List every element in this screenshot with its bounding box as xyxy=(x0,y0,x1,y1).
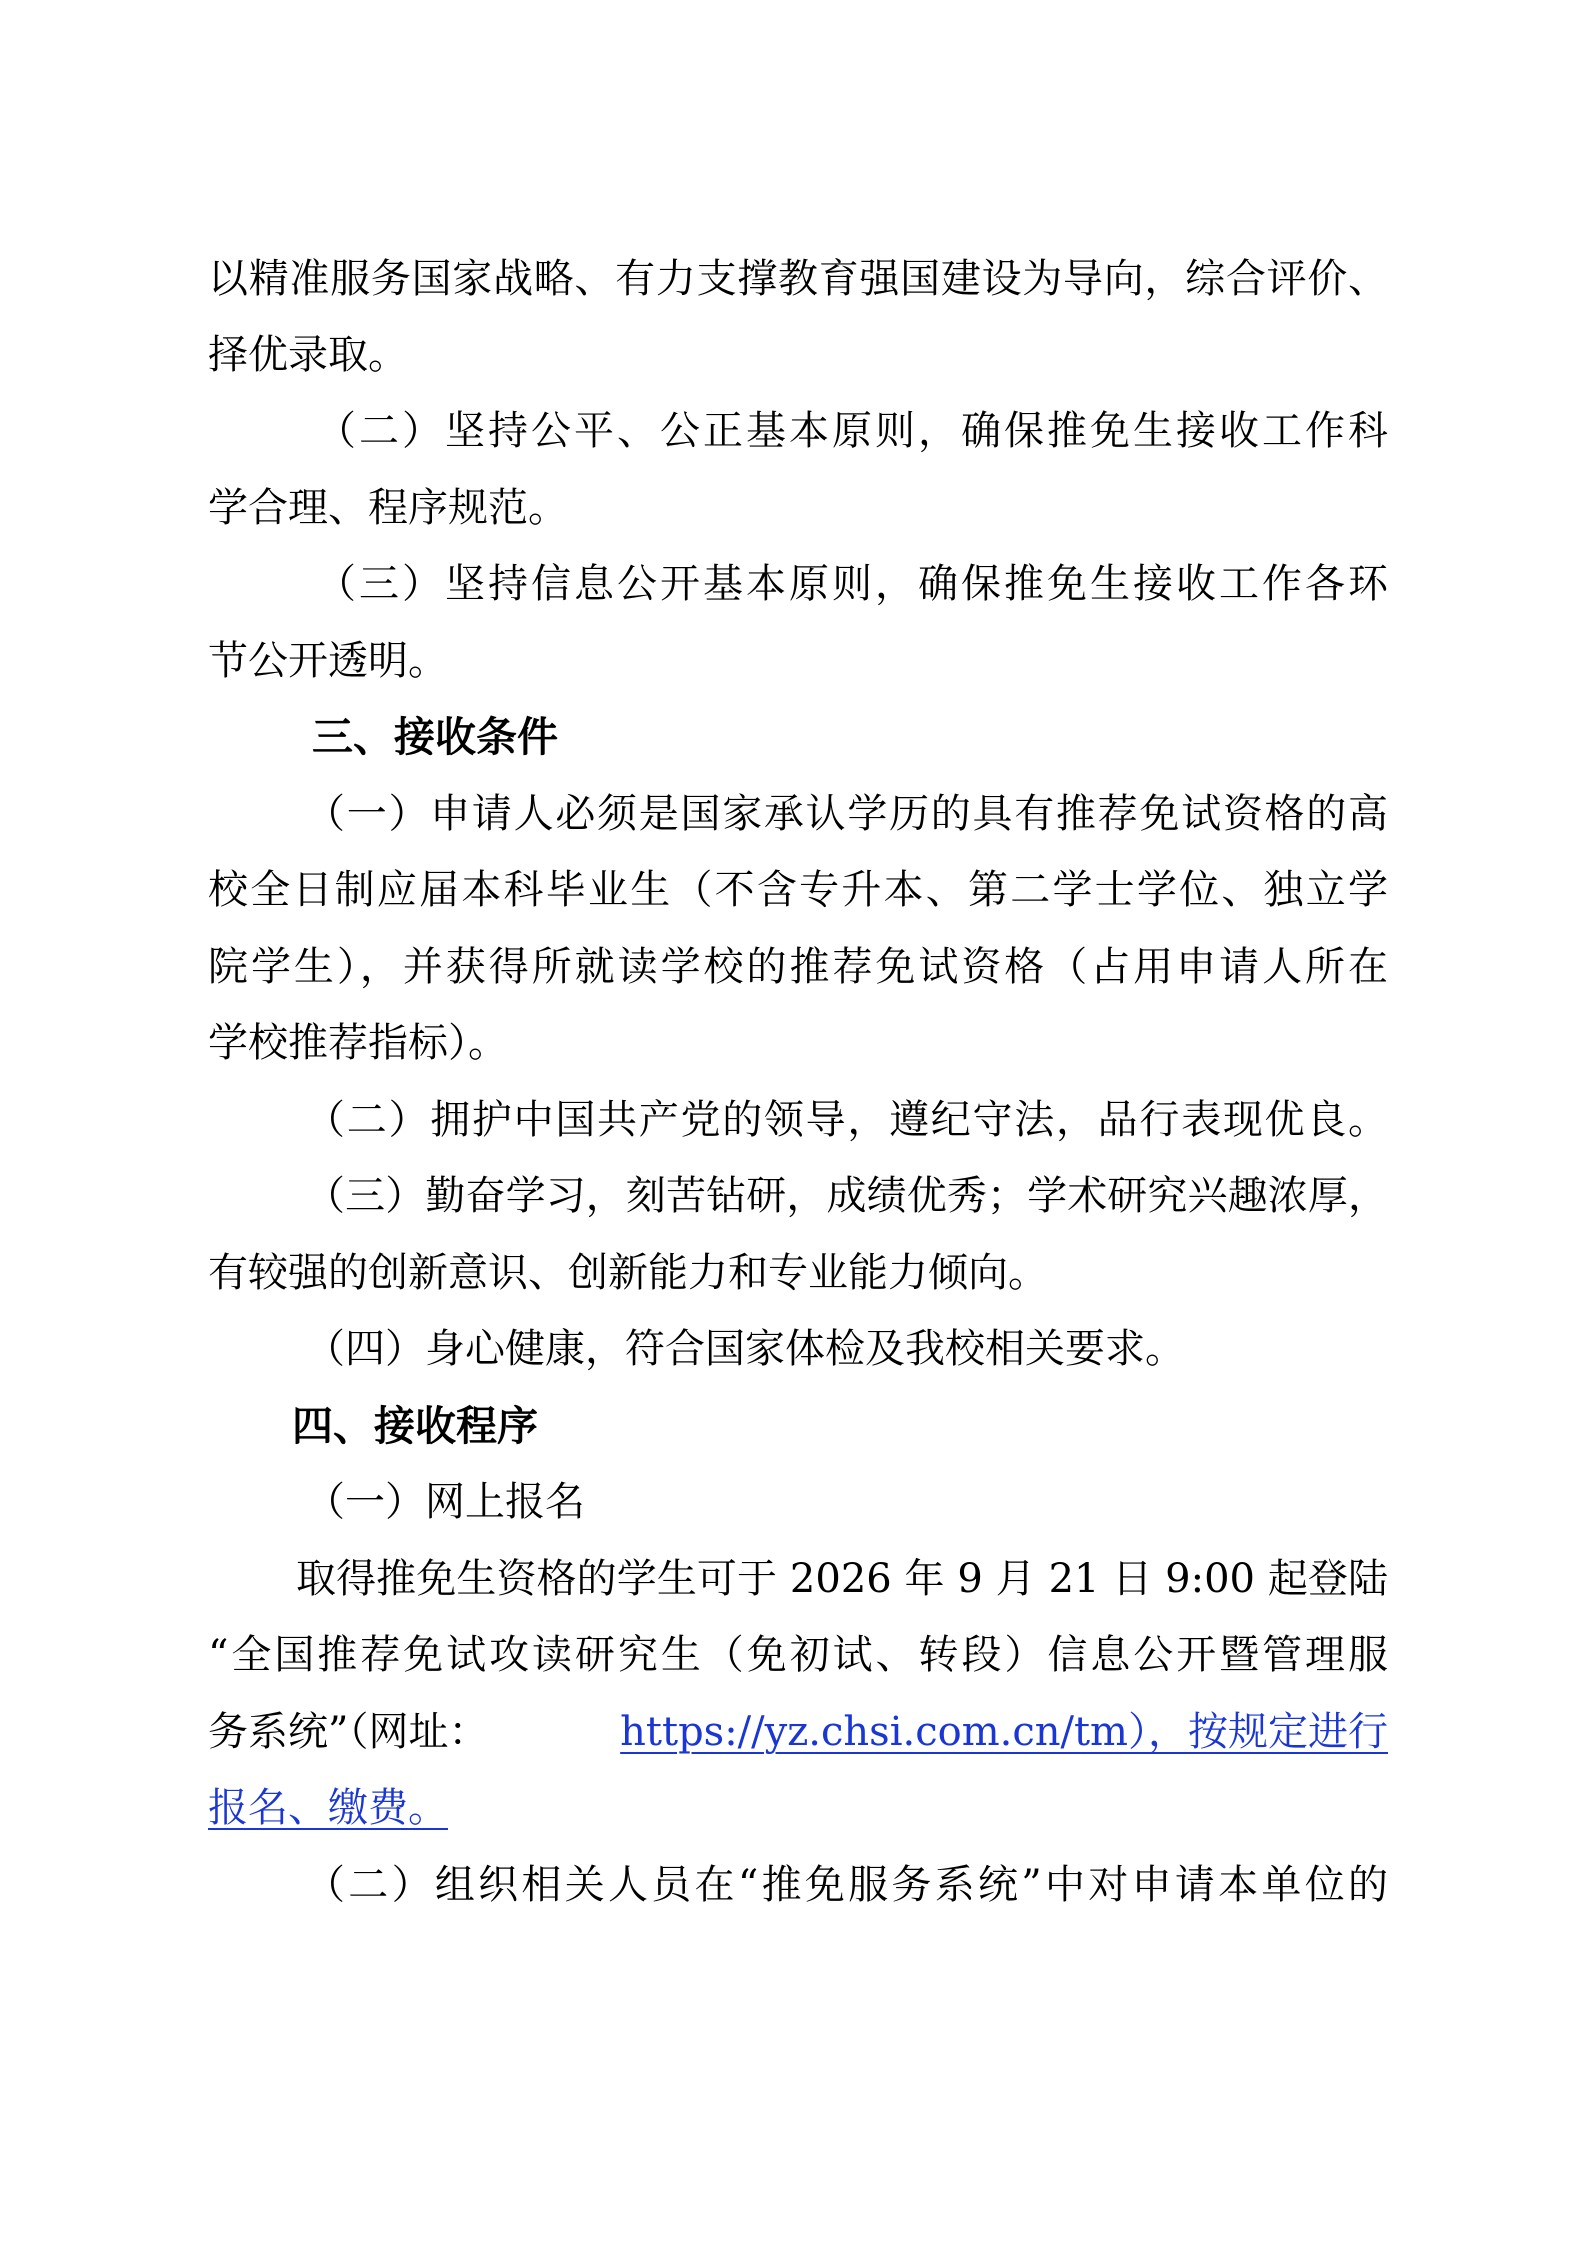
section-heading: 三、接收条件 xyxy=(312,713,558,761)
paragraph-line: （三）勤奋学习，刻苦钻研，成绩优秀；学术研究兴趣浓厚， xyxy=(305,1173,1388,1219)
paragraph-line: 择优录取。 xyxy=(208,332,408,378)
paragraph-line: （三）坚持信息公开基本原则，确保推免生接收工作各环 xyxy=(316,561,1388,607)
paragraph-line: “全国推荐免试攻读研究生（免初试、转段）信息公开暨管理服 xyxy=(208,1632,1388,1678)
paragraph-line: （二）拥护中国共产党的领导，遵纪守法，品行表现优良。 xyxy=(305,1097,1388,1143)
paragraph-line: 院学生），并获得所就读学校的推荐免试资格（占用申请人所在 xyxy=(208,944,1388,990)
paragraph-line: （一）申请人必须是国家承认学历的具有推荐免试资格的高 xyxy=(305,791,1388,837)
paragraph-line: （二）组织相关人员在“推免服务系统”中对申请本单位的 xyxy=(305,1862,1388,1908)
paragraph-line: 有较强的创新意识、创新能力和专业能力倾向。 xyxy=(208,1250,1048,1296)
paragraph-line: 务系统”（网址： xyxy=(208,1709,489,1755)
paragraph-line: 学校推荐指标）。 xyxy=(208,1020,508,1066)
paragraph-line: （二）坚持公平、公正基本原则，确保推免生接收工作科 xyxy=(316,408,1388,454)
paragraph-line: 学合理、程序规范。 xyxy=(208,485,568,531)
subsection-heading: （一）网上报名 xyxy=(305,1479,585,1525)
paragraph-line: 校全日制应届本科毕业生（不含专升本、第二学士学位、独立学 xyxy=(208,867,1388,913)
section-heading: 四、接收程序 xyxy=(292,1402,538,1450)
website-link-continued[interactable]: 报名、缴费。 xyxy=(208,1785,448,1831)
paragraph-line: 取得推免生资格的学生可于 2026 年 9 月 21 日 9:00 起登陆 xyxy=(296,1556,1388,1602)
paragraph-line: 节公开透明。 xyxy=(208,638,448,684)
paragraph-line: 以精准服务国家战略、有力支撑教育强国建设为导向，综合评价、 xyxy=(208,256,1388,302)
paragraph-line: （四）身心健康，符合国家体检及我校相关要求。 xyxy=(305,1326,1185,1372)
website-link[interactable]: https://yz.chsi.com.cn/tm），按规定进行 xyxy=(620,1709,1388,1755)
